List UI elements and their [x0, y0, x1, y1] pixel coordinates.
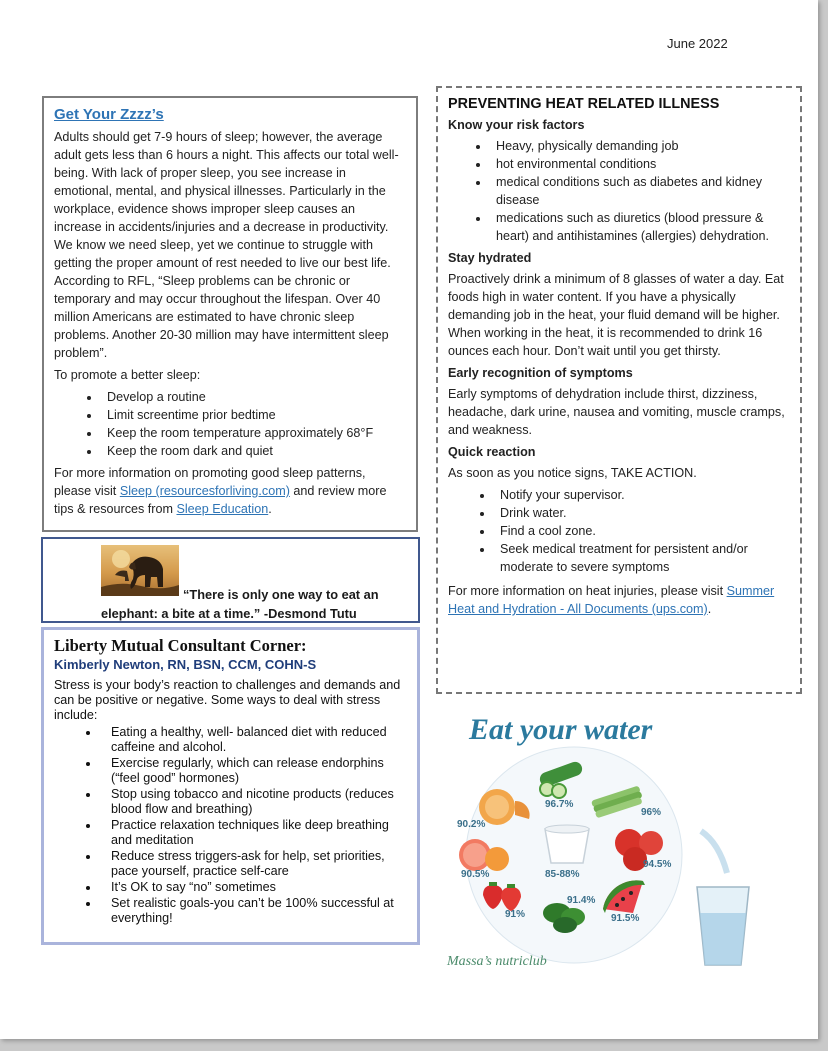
- sleep-body: Adults should get 7-9 hours of sleep; however, the average adult gets less than 6 hours a night. This affects our total well-being. With lack of proper sleep, you see increase in emotional, mental, and physical illnesses. Particularly in the workplace, evidence shows improper sleep causes an increase in accidents/injuries and a decrease in productivity. We know we need sleep, yet we continue to struggle with getting the proper amount of rest needed to live our best life. According to RFL, “Sleep problems can be chronic or temporary and may occur throughout the lifespan. Over 40 million Americans are estimated to have chronic sleep problems. Another 20-30 million may have intermittent sleep problem”.: [54, 130, 399, 360]
- water-glass-icon: [697, 831, 749, 965]
- consultant-author: Kimberly Newton, RN, BSN, CCM, COHN-S: [54, 657, 317, 672]
- watermelon-percent: 91.5%: [611, 913, 640, 924]
- list-item: • Eating a healthy, well- balanced diet with reduced caffeine and alcohol.: [100, 725, 407, 755]
- issue-date: June 2022: [667, 36, 728, 51]
- sleep-more-middle: and review more tips & resources from: [54, 484, 387, 516]
- sleep-title: Get Your Zzzz’s: [54, 106, 164, 123]
- sleep-promote-heading: To promote a better sleep:: [54, 368, 201, 382]
- early-heading: Early recognition of symptoms: [448, 366, 633, 380]
- cucumber-percent: 96.7%: [545, 799, 574, 810]
- hydrated-heading: Stay hydrated: [448, 251, 532, 265]
- sleep-tips-list: [54, 388, 406, 460]
- list-item: • Exercise regularly, which can release endorphins (“feel good” hormones): [100, 756, 407, 786]
- quote-box: [41, 537, 420, 623]
- heat-more-end: .: [707, 602, 712, 616]
- quick-body: As soon as you notice signs, TAKE ACTION.: [448, 466, 697, 480]
- action-list: [448, 486, 790, 576]
- sleep-article: [42, 96, 418, 532]
- heat-hydration-link[interactable]: Summer Heat and Hydration - All Documents (ups.com): [448, 584, 775, 616]
- celery-percent: 96%: [641, 807, 662, 818]
- risk-list: [448, 137, 790, 245]
- quote-line-2: elephant: a bite at a time.” -Desmond Tutu: [101, 606, 357, 621]
- list-item: • Keep the room dark and quiet: [101, 442, 406, 460]
- hydrated-body: Proactively drink a minimum of 8 glasses of water a day. Eat foods high in water content. If you have a physically demanding job in the heat, your fluid demand will be higher. When working in the heat, it is recommended to drink 16 ounces each hour. Don’t wait until you get thirsty.: [448, 272, 784, 358]
- yogurt-icon: [545, 825, 589, 863]
- consultant-title: Liberty Mutual Consultant Corner:: [54, 636, 307, 655]
- list-item: • Limit screentime prior bedtime: [101, 406, 406, 424]
- list-item: • Drink water.: [494, 504, 790, 522]
- sleep-more-prefix: For more information on promoting good sleep patterns, please visit: [54, 466, 366, 498]
- heat-title: PREVENTING HEAT RELATED ILLNESS: [448, 96, 720, 112]
- list-item: • Notify your supervisor.: [494, 486, 790, 504]
- list-item: • Keep the room temperature approximately 68°F: [101, 424, 406, 442]
- water-signature: Massa’s nutriclub: [447, 954, 547, 969]
- list-item: • Find a cool zone.: [494, 522, 790, 540]
- eat-your-water-infographic: [439, 703, 766, 975]
- yogurt-percent: 85-88%: [545, 869, 580, 880]
- quick-heading: Quick reaction: [448, 445, 536, 459]
- quote-text: [101, 585, 421, 623]
- sleep-more-info: [54, 464, 406, 518]
- strawberry-percent: 91%: [505, 909, 526, 920]
- heat-more-text: For more information on heat injuries, please visit: [448, 584, 727, 598]
- sleep-link[interactable]: Sleep (resourcesforliving.com): [119, 484, 290, 498]
- heat-more-info: [448, 582, 790, 618]
- tomato-percent: 94.5%: [643, 859, 672, 870]
- stress-tips-list: [54, 725, 407, 926]
- list-item: • Heavy, physically demanding job: [490, 137, 790, 155]
- quote-line-1: “There is only one way to eat an: [183, 587, 379, 602]
- sleep-more-suffix: .: [268, 502, 272, 516]
- list-item: • Set realistic goals-you can’t be 100% successful at everything!: [100, 896, 407, 926]
- list-item: • hot environmental conditions: [490, 155, 790, 173]
- list-item: • Practice relaxation techniques like deep breathing and meditation: [100, 818, 407, 848]
- spinach-percent: 91.4%: [567, 895, 596, 906]
- stress-intro: Stress is your body’s reaction to challenges and demands and can be positive or negative. Some ways to deal with stress include:: [54, 678, 401, 722]
- list-item: • Seek medical treatment for persistent and/or moderate to severe symptoms: [494, 540, 790, 576]
- list-item: • medical conditions such as diabetes and kidney disease: [490, 173, 790, 209]
- list-item: • Reduce stress triggers-ask for help, set priorities, pace yourself, practice self-care: [100, 849, 407, 879]
- list-item: • medications such as diuretics (blood pressure & heart) and antihistamines (allergies) dehydration.: [490, 209, 790, 245]
- early-body: Early symptoms of dehydration include thirst, dizziness, headache, dark urine, nausea and vomiting, muscle cramps, and weakness.: [448, 387, 785, 437]
- list-item: • Stop using tobacco and nicotine products (reduces blood flow and breathing): [100, 787, 407, 817]
- list-item: • It’s OK to say “no” sometimes: [100, 880, 407, 895]
- heat-illness-article: [436, 86, 802, 694]
- list-item: • Develop a routine: [101, 388, 406, 406]
- water-title: Eat your water: [469, 713, 653, 746]
- melon-percent: 90.2%: [457, 819, 486, 830]
- risk-heading: Know your risk factors: [448, 118, 585, 132]
- consultant-corner: [41, 627, 420, 945]
- grapefruit-percent: 90.5%: [461, 869, 490, 880]
- sleep-education-link[interactable]: Sleep Education: [176, 502, 269, 516]
